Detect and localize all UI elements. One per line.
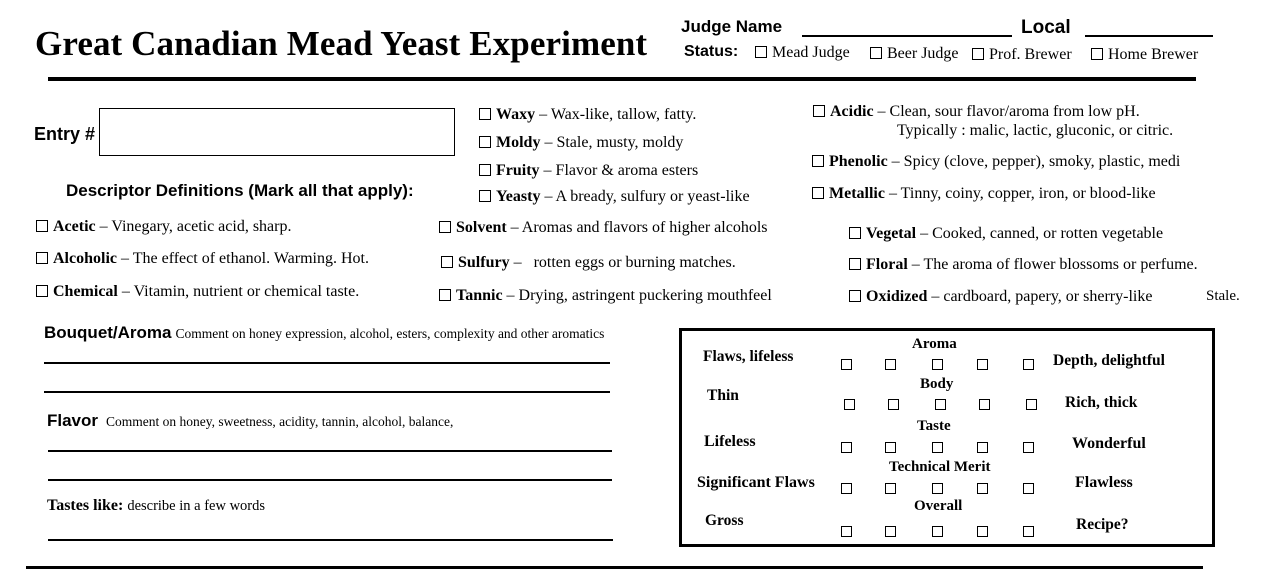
descriptor-acidic[interactable]: Acidic – Clean, sour flavor/aroma from low pH. [813, 103, 1140, 121]
rating-overall-1[interactable] [841, 526, 852, 537]
checkbox[interactable] [849, 258, 861, 270]
checkbox[interactable] [36, 220, 48, 232]
status-label: Status: [684, 43, 739, 60]
checkbox[interactable] [870, 47, 882, 59]
descriptor-moldy[interactable]: Moldy – Stale, musty, moldy [479, 134, 683, 152]
rating-category-body: Body [920, 376, 954, 392]
rating-aroma-3[interactable] [932, 359, 943, 370]
descriptor-metallic[interactable]: Metallic – Tinny, coiny, copper, iron, or blood-like [812, 185, 1156, 203]
rating-category-overall: Overall [914, 498, 963, 514]
checkbox[interactable] [439, 221, 451, 233]
flavor-heading: Flavor Comment on honey, sweetness, acidity, tannin, alcohol, balance, [47, 411, 454, 430]
bouquet-line-2[interactable] [44, 391, 610, 393]
checkbox[interactable] [755, 46, 767, 58]
descriptor-alcoholic[interactable]: Alcoholic – The effect of ethanol. Warming. Hot. [36, 250, 369, 268]
rating-technical-3[interactable] [932, 483, 943, 494]
rating-aroma-low: Flaws, lifeless [703, 348, 794, 365]
checkbox[interactable] [479, 164, 491, 176]
descriptor-oxidized[interactable]: Oxidized – cardboard, papery, or sherry-like [849, 288, 1152, 306]
descriptor-tannic[interactable]: Tannic – Drying, astringent puckering mouthfeel [439, 287, 772, 305]
checkbox[interactable] [1091, 48, 1103, 60]
descriptor-acetic[interactable]: Acetic – Vinegary, acetic acid, sharp. [36, 218, 291, 236]
rating-taste-high: Wonderful [1072, 435, 1146, 452]
descriptor-solvent[interactable]: Solvent – Aromas and flavors of higher alcohols [439, 219, 768, 237]
rating-aroma-5[interactable] [1023, 359, 1034, 370]
rating-taste-2[interactable] [885, 442, 896, 453]
checkbox[interactable] [812, 187, 824, 199]
descriptor-yeasty[interactable]: Yeasty – A bready, sulfury or yeast-like [479, 188, 750, 206]
rating-technical-5[interactable] [1023, 483, 1034, 494]
rating-aroma-4[interactable] [977, 359, 988, 370]
status-home-brewer[interactable]: Home Brewer [1091, 46, 1198, 64]
page-title: Great Canadian Mead Yeast Experiment [35, 24, 648, 63]
rating-overall-2[interactable] [885, 526, 896, 537]
checkbox[interactable] [849, 290, 861, 302]
rating-body-low: Thin [707, 387, 739, 404]
rating-aroma-2[interactable] [885, 359, 896, 370]
rating-overall-5[interactable] [1023, 526, 1034, 537]
rating-category-aroma: Aroma [912, 336, 957, 352]
rating-taste-1[interactable] [841, 442, 852, 453]
descriptor-phenolic[interactable]: Phenolic – Spicy (clove, pepper), smoky, plastic, medi [812, 153, 1180, 171]
descriptor-chemical[interactable]: Chemical – Vitamin, nutrient or chemical taste. [36, 283, 359, 301]
status-prof-brewer[interactable]: Prof. Brewer [972, 46, 1072, 64]
rating-body-2[interactable] [888, 399, 899, 410]
checkbox[interactable] [479, 108, 491, 120]
rating-body-4[interactable] [979, 399, 990, 410]
checkbox[interactable] [439, 289, 451, 301]
bouquet-line-1[interactable] [44, 362, 610, 364]
rating-taste-3[interactable] [932, 442, 943, 453]
descriptor-acidic-extra: Typically : malic, lactic, gluconic, or citric. [897, 122, 1174, 139]
checkbox[interactable] [813, 105, 825, 117]
rating-category-technical-merit: Technical Merit [889, 459, 991, 475]
rating-overall-3[interactable] [932, 526, 943, 537]
footer-divider [26, 566, 1203, 569]
local-label: Local [1021, 17, 1071, 38]
status-beer-judge[interactable]: Beer Judge [870, 45, 959, 63]
descriptor-vegetal[interactable]: Vegetal – Cooked, canned, or rotten vegetable [849, 225, 1163, 243]
rating-technical-2[interactable] [885, 483, 896, 494]
rating-overall-4[interactable] [977, 526, 988, 537]
rating-body-1[interactable] [844, 399, 855, 410]
local-field[interactable] [1085, 35, 1213, 37]
descriptor-oxidized-extra: Stale. [1206, 288, 1240, 304]
checkbox[interactable] [36, 285, 48, 297]
descriptor-sulfury[interactable]: Sulfury – rotten eggs or burning matches. [441, 254, 736, 272]
rating-technical-low: Significant Flaws [697, 474, 815, 491]
rating-aroma-1[interactable] [841, 359, 852, 370]
checkbox[interactable] [36, 252, 48, 264]
rating-category-taste: Taste [917, 418, 951, 434]
checkbox[interactable] [441, 256, 453, 268]
rating-body-high: Rich, thick [1065, 394, 1138, 411]
rating-technical-high: Flawless [1075, 474, 1133, 491]
checkbox[interactable] [812, 155, 824, 167]
flavor-line-1[interactable] [48, 450, 612, 452]
rating-overall-high: Recipe? [1076, 516, 1129, 533]
rating-taste-low: Lifeless [704, 433, 756, 450]
rating-aroma-high: Depth, delightful [1053, 352, 1165, 369]
rating-body-3[interactable] [935, 399, 946, 410]
checkbox[interactable] [972, 48, 984, 60]
descriptor-waxy[interactable]: Waxy – Wax-like, tallow, fatty. [479, 106, 696, 124]
checkbox[interactable] [479, 190, 491, 202]
rating-taste-5[interactable] [1023, 442, 1034, 453]
rating-taste-4[interactable] [977, 442, 988, 453]
descriptor-floral[interactable]: Floral – The aroma of flower blossoms or perfume. [849, 256, 1198, 274]
tastes-like-heading: Tastes like: describe in a few words [47, 497, 266, 514]
flavor-line-2[interactable] [48, 479, 612, 481]
judge-name-label: Judge Name [681, 17, 783, 36]
descriptor-heading: Descriptor Definitions (Mark all that apply): [66, 181, 414, 200]
checkbox[interactable] [479, 136, 491, 148]
tastes-like-line[interactable] [48, 539, 613, 541]
rating-body-5[interactable] [1026, 399, 1037, 410]
bouquet-aroma-heading: Bouquet/Aroma Comment on honey expression, alcohol, esters, complexity and other aromatics [44, 323, 605, 342]
judge-name-field[interactable] [802, 35, 1012, 37]
header-divider [48, 77, 1196, 81]
rating-overall-low: Gross [705, 512, 744, 529]
entry-label: Entry # [34, 124, 96, 144]
checkbox[interactable] [849, 227, 861, 239]
rating-technical-1[interactable] [841, 483, 852, 494]
descriptor-fruity[interactable]: Fruity – Flavor & aroma esters [479, 162, 698, 180]
entry-number-field[interactable] [99, 108, 455, 156]
rating-technical-4[interactable] [977, 483, 988, 494]
status-mead-judge[interactable]: Mead Judge [755, 44, 850, 62]
